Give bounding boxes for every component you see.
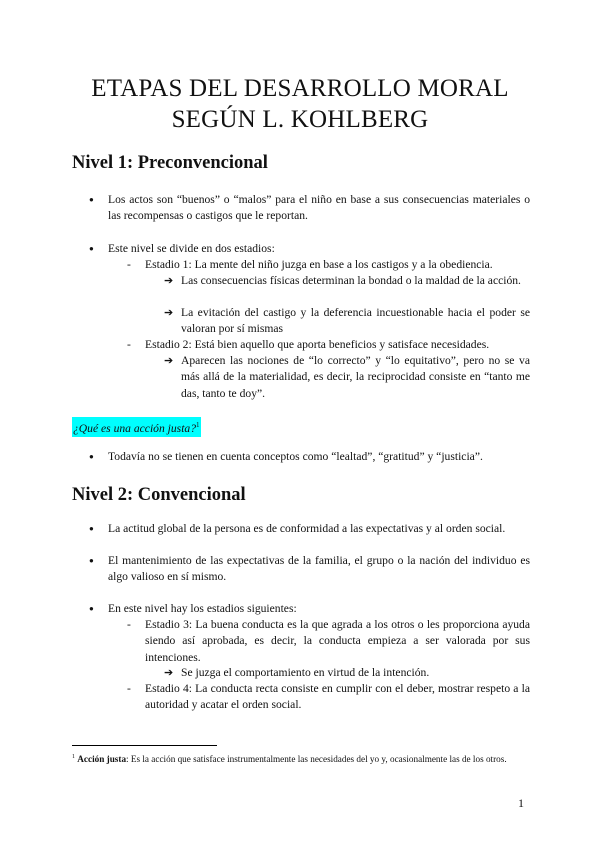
stage-1-item: - Estadio 1: La mente del niño juzga en base a los castigos y a la obediencia. [145,257,530,273]
question-bullet: ● Todavía no se tienen en cuenta conceptos como “lealtad”, “gratitud” y “justicia”. [108,449,530,465]
footnote-divider [72,745,217,746]
level-1-heading: Nivel 1: Preconvencional [72,153,268,173]
level-2-bullet-3: ● En este nivel hay los estadios siguientes: [108,601,530,617]
title-line-2: SEGÚN L. KOHLBERG [171,106,429,133]
question-highlight [72,417,201,437]
stage-3-item: - Estadio 3: La buena conducta es la que agrada a los otros o les proporciona ayuda siendo así aprobada, es decir, la conducta empieza a ser valorada por sus intenciones. [145,617,530,666]
level-2-bullet-1: ● La actitud global de la persona es de conformidad a las expectativas y al orden social. [108,521,530,537]
stage-1-arrow-2: ➔ La evitación del castigo y la deferencia incuestionable hacia el poder se valoran por sí mismas [181,305,530,338]
question-text: ¿Qué es una acción justa? [73,421,197,435]
title-line-1: ETAPAS DEL DESARROLLO MORAL [91,75,509,102]
level-1-bullet-2: ● Este nivel se divide en dos estadios: [108,241,530,257]
level-1-bullet-1: ● Los actos son “buenos” o “malos” para el niño en base a sus consecuencias materiales o las recompensas o castigos que le reportan. [108,192,530,225]
stage-4-item: - Estadio 4: La conducta recta consiste en cumplir con el deber, mostrar respeto a la autoridad y acatar el orden social. [145,681,530,714]
footnote-mark: 1 [72,754,75,760]
stage-2-item: - Estadio 2: Está bien aquello que aporta beneficios y satisface necesidades. [145,337,530,353]
footnote-text: : Es la acción que satisface instrumentalmente las necesidades del yo y, ocasionalmente las de los otros. [126,754,507,765]
stage-3-arrow-1: ➔ Se juzga el comportamiento en virtud de la intención. [181,665,530,681]
level-2-heading: Nivel 2: Convencional [72,485,246,505]
level-2-bullet-2: ● El mantenimiento de las expectativas de la familia, el grupo o la nación del individuo es algo valioso en sí mismo. [108,553,530,586]
stage-2-arrow-1: ➔ Aparecen las nociones de “lo correcto” y “lo equitativo”, pero no se va más allá de la materialidad, es decir, la reciprocidad consiste en “tanto me das, tanto te doy”. [181,353,530,402]
footnote [72,751,530,767]
document-title [40,73,560,135]
stage-1-arrow-1: ➔ Las consecuencias físicas determinan la bondad o la maldad de la acción. [181,273,530,289]
footnote-term: Acción justa [77,754,127,765]
footnote-ref[interactable]: 1 [196,421,200,429]
page-number: 1 [518,796,524,810]
